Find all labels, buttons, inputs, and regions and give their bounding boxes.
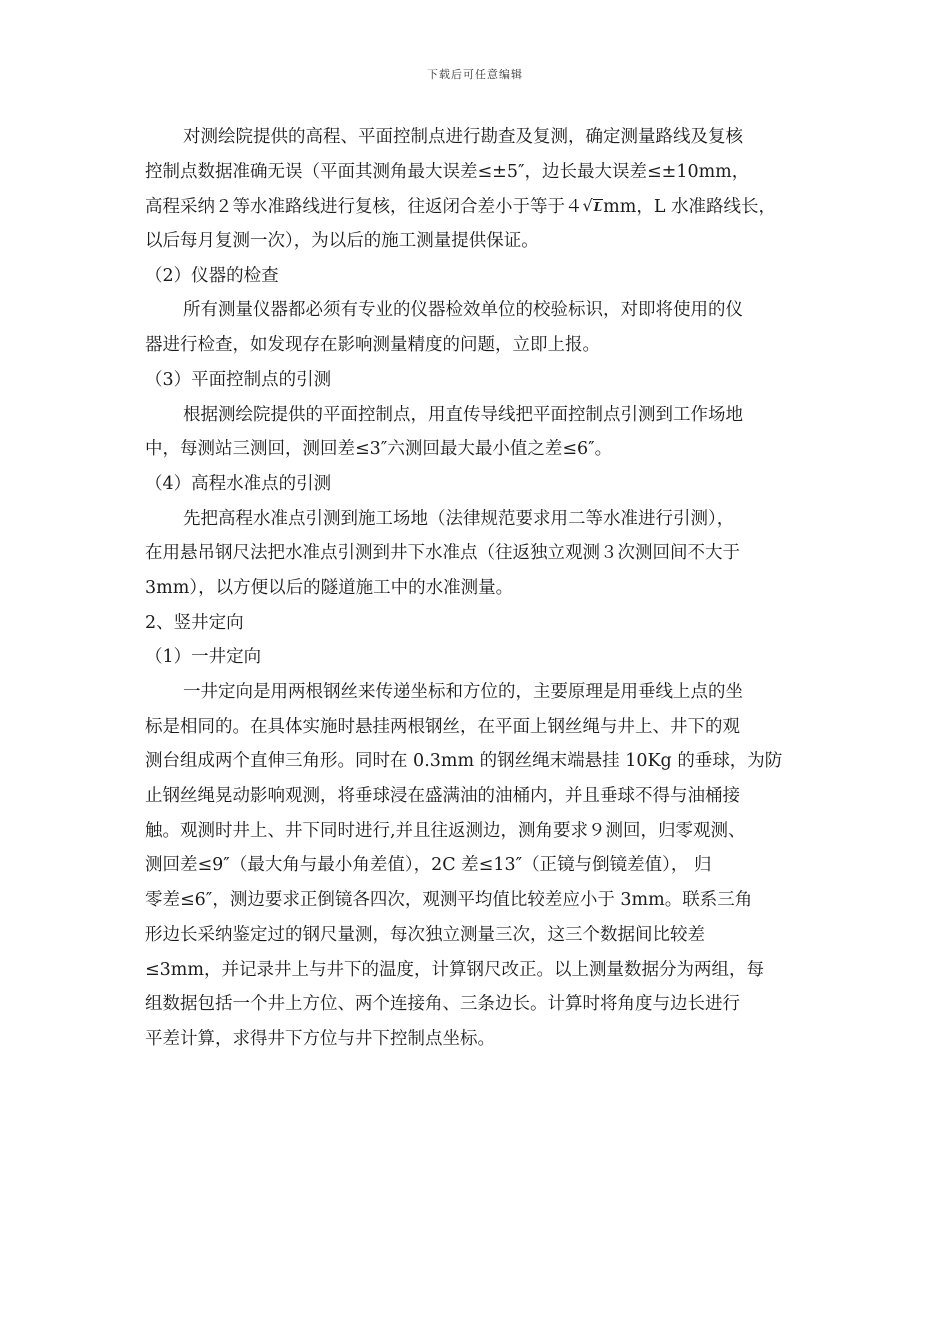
section-heading: 2、竖井定向 — [145, 612, 244, 633]
section-heading: （4）高程水准点的引测 — [145, 473, 332, 494]
sqrt-formula: √L — [582, 196, 603, 216]
paragraph-line: 平差计算，求得井下方位与井下控制点坐标。 — [145, 1028, 495, 1049]
paragraph-line: 中，每测站三测回，测回差≤3″六测回最大最小值之差≤6″。 — [145, 439, 613, 460]
paragraph-line: 器进行检查，如发现存在影响测量精度的问题，立即上报。 — [145, 335, 600, 356]
paragraph-line — [145, 189, 805, 224]
line-text-after: mm，L 水准路线长， — [603, 197, 777, 218]
paragraph-line: 以后每月复测一次），为以后的施工测量提供保证。 — [145, 231, 539, 252]
line-text-before: 高程采纳２等水准路线进行复核，往返闭合差小于等于４ — [145, 197, 583, 218]
paragraph-line: 止钢丝绳晃动影响观测，将垂球浸在盛满油的油桶内，并且垂球不得与油桶接 — [145, 786, 740, 807]
paragraph-line: 先把高程水准点引测到施工场地（法律规范要求用二等水准进行引测）， — [183, 508, 735, 529]
paragraph-line: 3mm），以方便以后的隧道施工中的水准测量。 — [145, 577, 514, 598]
paragraph-line: 所有测量仪器都必须有专业的仪器检效单位的校验标识，对即将使用的仪 — [183, 300, 743, 321]
section-heading: （1）一井定向 — [145, 647, 262, 668]
paragraph-line: 控制点数据准确无误（平面其测角最大误差≤±5″，边长最大误差≤±10mm， — [145, 161, 750, 182]
paragraph-line: 测台组成两个直伸三角形。同时在 0.3mm 的钢丝绳末端悬挂 10Kg 的垂球，为防 — [145, 751, 783, 772]
paragraph-line: ≤3mm，并记录井上与井下的温度，计算钢尺改正。以上测量数据分为两组，每 — [145, 959, 764, 980]
document-body — [145, 120, 805, 1057]
sqrt-radicand: L — [593, 200, 603, 215]
paragraph-line: 对测绘院提供的高程、平面控制点进行勘查及复测，确定测量路线及复核 — [183, 127, 743, 147]
paragraph-line: 测回差≤9″（最大角与最小角差值），2C 差≤13″（正镜与倒镜差值）， 归 — [145, 855, 712, 876]
paragraph-line: 形边长采纳鉴定过的钢尺量测，每次独立测量三次，这三个数据间比较差 — [145, 924, 705, 945]
section-heading: （3）平面控制点的引测 — [145, 369, 332, 390]
paragraph-line: 在用悬吊钢尺法把水准点引测到井下水准点（往返独立观测３次测回间不大于 — [145, 543, 740, 564]
paragraph-line: 标是相同的。在具体实施时悬挂两根钢丝，在平面上钢丝绳与井上、井下的观 — [145, 716, 740, 737]
paragraph-line: 触。观测时井上、井下同时进行,并且往返测边，测角要求９测回，归零观测、 — [145, 820, 746, 841]
paragraph-line: 组数据包括一个井上方位、两个连接角、三条边长。计算时将角度与边长进行 — [145, 994, 740, 1015]
section-heading: （2）仪器的检查 — [145, 265, 279, 286]
page-header: 下载后可任意编辑 — [427, 68, 523, 81]
paragraph-line: 一井定向是用两根钢丝来传递坐标和方位的，主要原理是用垂线上点的坐 — [183, 682, 743, 702]
paragraph-line: 根据测绘院提供的平面控制点，用直传导线把平面控制点引测到工作场地 — [183, 404, 743, 425]
paragraph-line: 零差≤6″，测边要求正倒镜各四次，观测平均值比较差应小于 3mm。联系三角 — [145, 890, 753, 911]
